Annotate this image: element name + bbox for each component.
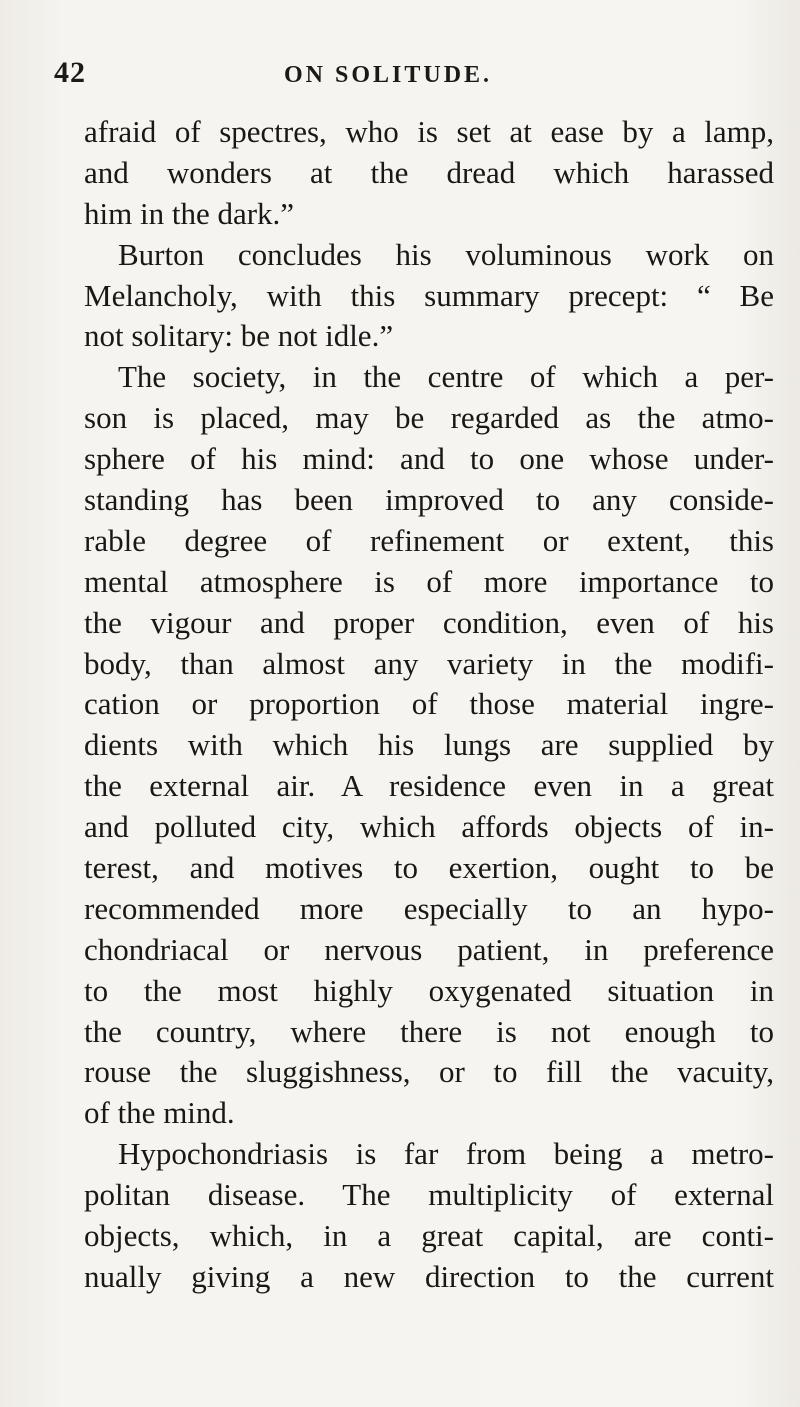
text-line: him in the dark.” xyxy=(84,195,295,231)
text-line: the external air. A residence even in a great xyxy=(84,768,774,804)
text-line: The society, in the centre of which a per- xyxy=(118,359,774,395)
text-line: body, than almost any variety in the modifi- xyxy=(84,645,774,681)
text-line: terest, and motives to exertion, ought to be xyxy=(84,850,774,886)
text-line: mental atmosphere is of more importance to xyxy=(84,563,774,599)
text-line: of the mind. xyxy=(84,1095,235,1131)
running-title: ON SOLITUDE. xyxy=(284,62,493,88)
text-line: afraid of spectres, who is set at ease by a lamp, xyxy=(84,114,774,149)
text-line: son is placed, may be regarded as the atmo- xyxy=(84,400,774,436)
text-line: sphere of his mind: and to one whose under- xyxy=(84,441,774,477)
text-line: rable degree of refinement or extent, this xyxy=(84,522,774,558)
text-line: Hypochondriasis is far from being a metro- xyxy=(118,1136,774,1172)
text-line: rouse the sluggishness, or to fill the vacuity, xyxy=(84,1054,774,1090)
text-line: politan disease. The multiplicity of external xyxy=(84,1177,774,1213)
text-line: and polluted city, which affords objects of in- xyxy=(84,809,774,845)
text-line: Melancholy, with this summary precept: “ Be xyxy=(84,277,774,313)
text-line: objects, which, in a great capital, are conti- xyxy=(84,1218,774,1254)
running-head xyxy=(54,56,754,96)
text-line: the country, where there is not enough to xyxy=(84,1013,774,1049)
body-text xyxy=(84,112,774,1298)
text-line: dients with which his lungs are supplied by xyxy=(84,727,774,763)
text-line: Burton concludes his voluminous work on xyxy=(118,236,774,272)
text-line: and wonders at the dread which harassed xyxy=(84,154,774,190)
text-line: recommended more especially to an hypo- xyxy=(84,890,774,926)
text-line: to the most highly oxygenated situation in xyxy=(84,972,774,1008)
text-line: chondriacal or nervous patient, in preference xyxy=(84,931,774,967)
text-line: nually giving a new direction to the current xyxy=(84,1258,774,1294)
page-number: 42 xyxy=(54,56,86,89)
text-line: the vigour and proper condition, even of his xyxy=(84,604,774,640)
text-line: standing has been improved to any conside- xyxy=(84,482,774,518)
text-line: not solitary: be not idle.” xyxy=(84,318,394,354)
text-line: cation or proportion of those material ingre- xyxy=(84,686,774,722)
